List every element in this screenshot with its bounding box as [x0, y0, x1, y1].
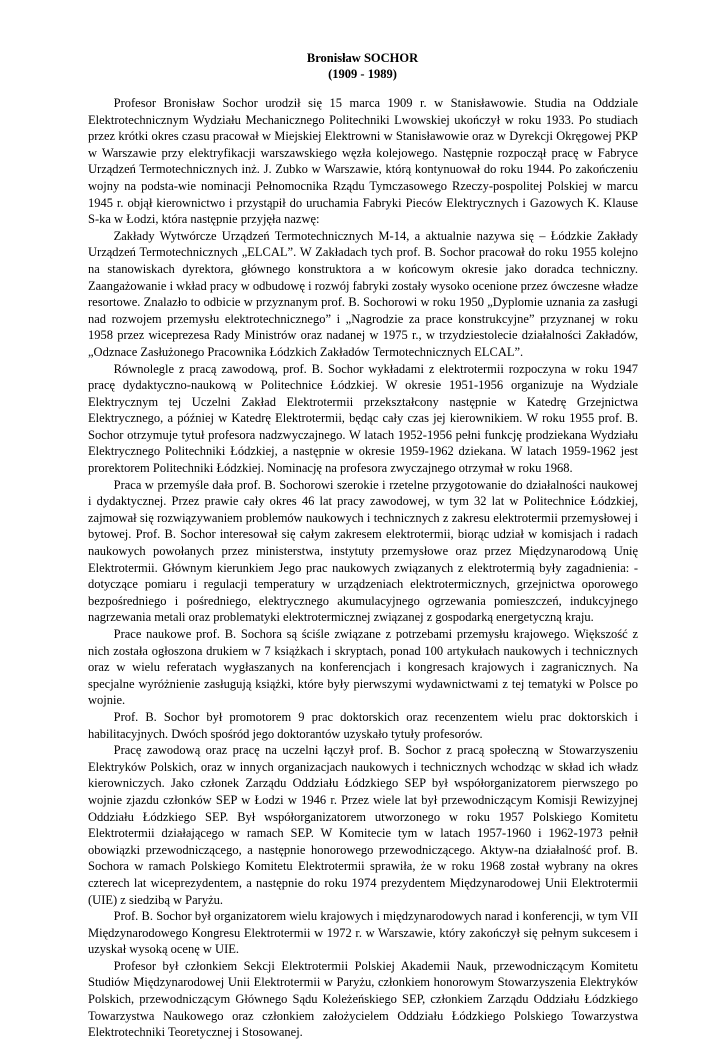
paragraph-research-areas: Praca w przemyśle dała prof. B. Sochorowi szerokie i rzetelne przygotowanie do działalności naukowej i dydaktycznej. Przez prawie cały okres 46 lat pracy zawodowej, w tym 32 lat w Politechnice Łódzkiej, zajmował się rozwiązywaniem problemów naukowych i technicznych z zakresu elektrotermii przemysłowej i bytowej. Prof. B. Sochor interesował się całym zakresem elektrotermii, biorąc udział w komisjach i radach naukowych powołanych przez ministerstwa, instytuty przemysłowe oraz przez Międzynarodową Unię Elektrotermii. Głównym kierunkiem Jego prac naukowych związanych z elektrotermią były zagadnienia: - dotyczące pomiaru i regulacji temperatury w urządzeniach elektrotermicznych, grzejnictwa oporowego bezpośredniego i pośredniego, elektrycznego akumulacyjnego ogrzewania pomieszczeń, indukcyjnego nagrzewania metali oraz problematyki elektrotermicznej związanej z gospodarką energetyczną kraju. — [88, 477, 638, 625]
paragraph-sep-activity: Pracę zawodową oraz pracę na uczelni łączył prof. B. Sochor z pracą społeczną w Stowarzyszeniu Elektryków Polskich, oraz w innych organizacjach naukowych i technicznych wchodząc w skład ich władz kierowniczych. Jako członek Zarządu Oddziału Łódzkiego SEP był współorganizatorem pierwszego po wojnie zjazdu członków SEP w Łodzi w 1946 r. Przez wiele lat był przewodniczącym Komisji Rewizyjnej Oddziału Łódzkiego SEP. Był współorganizatorem utworzonego w roku 1957 Polskiego Komitetu Elektrotermii działającego w ramach SEP. W Komitecie tym w latach 1957-1960 i 1962-1973 pełnił obowiązki przewodniczącego, a następnie honorowego przewodniczącego. Aktyw-na działalność prof. B. Sochora w ramach Polskiego Komitetu Elektrotermii sprawiła, że w roku 1968 został wybrany na okres czterech lat wiceprezydentem, a następnie do roku 1974 prezydentem Międzynarodowej Unii Elektrotermii (UIE) z siedzibą w Paryżu. — [88, 743, 638, 907]
paragraph-conferences: Prof. B. Sochor był organizatorem wielu krajowych i międzynarodowych narad i konferencji, w tym VII Międzynarodowego Kongresu Elektrotermii w 1972 r. w Warszawie, który zakończył się pełnym sukcesem i uzyskał wysoką ocenę w UIE. — [88, 909, 638, 957]
paragraph-memberships: Profesor był członkiem Sekcji Elektrotermii Polskiej Akademii Nauk, przewodniczącym Komitetu Studiów Międzynarodowej Unii Elektrotermii w Paryżu, członkiem honorowym Stowarzyszenia Elektryków Polskich, przewodniczącym Głównego Sądu Koleżeńskiego SEP, członkiem Zarządu Oddziału Łódzkiego Towarzystwa Naukowego oraz członkiem założycielem Oddziału Łódzkiego Polskiego Towarzystwa Elektrotechniki Teoretycznej i Stosowanej. — [88, 958, 638, 1040]
document-heading — [0, 50, 725, 82]
document-body — [88, 95, 638, 1041]
document-years: (1909 - 1989) — [328, 67, 397, 81]
paragraph-publications: Prace naukowe prof. B. Sochora są ściśle związane z potrzebami przemysłu krajowego. Większość z nich została ogłoszona drukiem w 7 książkach i skryptach, ponad 100 artykułach naukowych i technicznych oraz w wielu referatach wygłaszanych na konferencjach i kongresach krajowych i zagranicznych. Na specjalne wyróżnienie zasługują książki, które były pierwszymi wydawnictwami z tej tematyki w Polsce po wojnie. — [88, 627, 638, 708]
document-title: Bronisław SOCHOR — [306, 51, 419, 65]
paragraph-elcal: Zakłady Wytwórcze Urządzeń Termotechnicznych M-14, a aktualnie nazywa się – Łódzkie Zakłady Urządzeń Termotechnicznych „ELCAL”. W Zakładach tych prof. B. Sochor pracował do roku 1955 kolejno na stanowiskach dyrektora, głównego konstruktora a w końcowym okresie jako doradca techniczny. Zaangażowanie i wkład pracy w odbudowę i rozwój fabryki zostały wysoko ocenione przez ówczesne władze resortowe. Znalazło to odbicie w przyznanym prof. B. Sochorowi w roku 1950 „Dyplomie uznania za zasługi nad rozwojem przemysłu elektrotechnicznego” i „Nagrodzie za prace konstrukcyjne” przyznanej w roku 1958 przez wiceprezesa Rady Ministrów oraz nadanej w 1975 r., w trzydziestolecie działalności Zakładów, „Odznace Zasłużonego Pracownika Łódzkich Zakładów Termotechnicznych ELCAL”. — [88, 228, 638, 359]
paragraph-teaching: Równolegle z pracą zawodową, prof. B. Sochor wykładami z elektrotermii rozpoczyna w roku 1947 pracę dydaktyczno-naukową w Politechnice Łódzkiej. W okresie 1951-1956 organizuje na Wydziale Elektrycznym tej Uczelni Zakład Elektrotermii przekształcony następnie w Katedrę Grzejnictwa Elektrycznego, a później w Katedrę Elektrotermii, będąc cały czas jej kierownikiem. W roku 1955 prof. B. Sochor otrzymuje tytuł profesora nadzwyczajnego. W latach 1952-1956 pełni funkcję prodziekana Wydziału Elektrycznego Politechniki Łódzkiej, a następnie w okresie 1959-1962 dziekana. W latach 1959-1962 jest prorektorem Politechniki Łódzkiej. Nominację na profesora zwyczajnego otrzymał w roku 1968. — [88, 361, 638, 476]
paragraph-biography-intro: Profesor Bronisław Sochor urodził się 15 marca 1909 r. w Stanisławowie. Studia na Oddziale Elektrotechnicznym Wydziału Mechanicznego Politechniki Lwowskiej ukończył w roku 1933. Po studiach przez krótki okres czasu pracował w Miejskiej Elektrowni w Stanisławowie oraz w Dyrekcji Okręgowej PKP w Warszawie przy elektryfikacji warszawskiego węzła kolejowego. Następnie rozpoczął pracę w Fabryce Urządzeń Termotechnicznych inż. J. Zubko w Warszawie, którą kontynuował do roku 1944. Po zakończeniu wojny na podsta-wie nominacji Pełnomocnika Rządu Tymczasowego Rzeczy-pospolitej Polskiej w marcu 1945 r. objął kierownictwo i przystąpił do uruchamia Fabryki Pieców Elektrycznych i Gazowych K. Klause S-ka w Łodzi, która następnie przyjęła nazwę: — [88, 96, 638, 227]
paragraph-doctoral-supervision: Prof. B. Sochor był promotorem 9 prac doktorskich oraz recenzentem wielu prac doktorskich i habilitacyjnych. Dwóch spośród jego doktorantów uzyskało tytuły profesorów. — [88, 709, 638, 741]
